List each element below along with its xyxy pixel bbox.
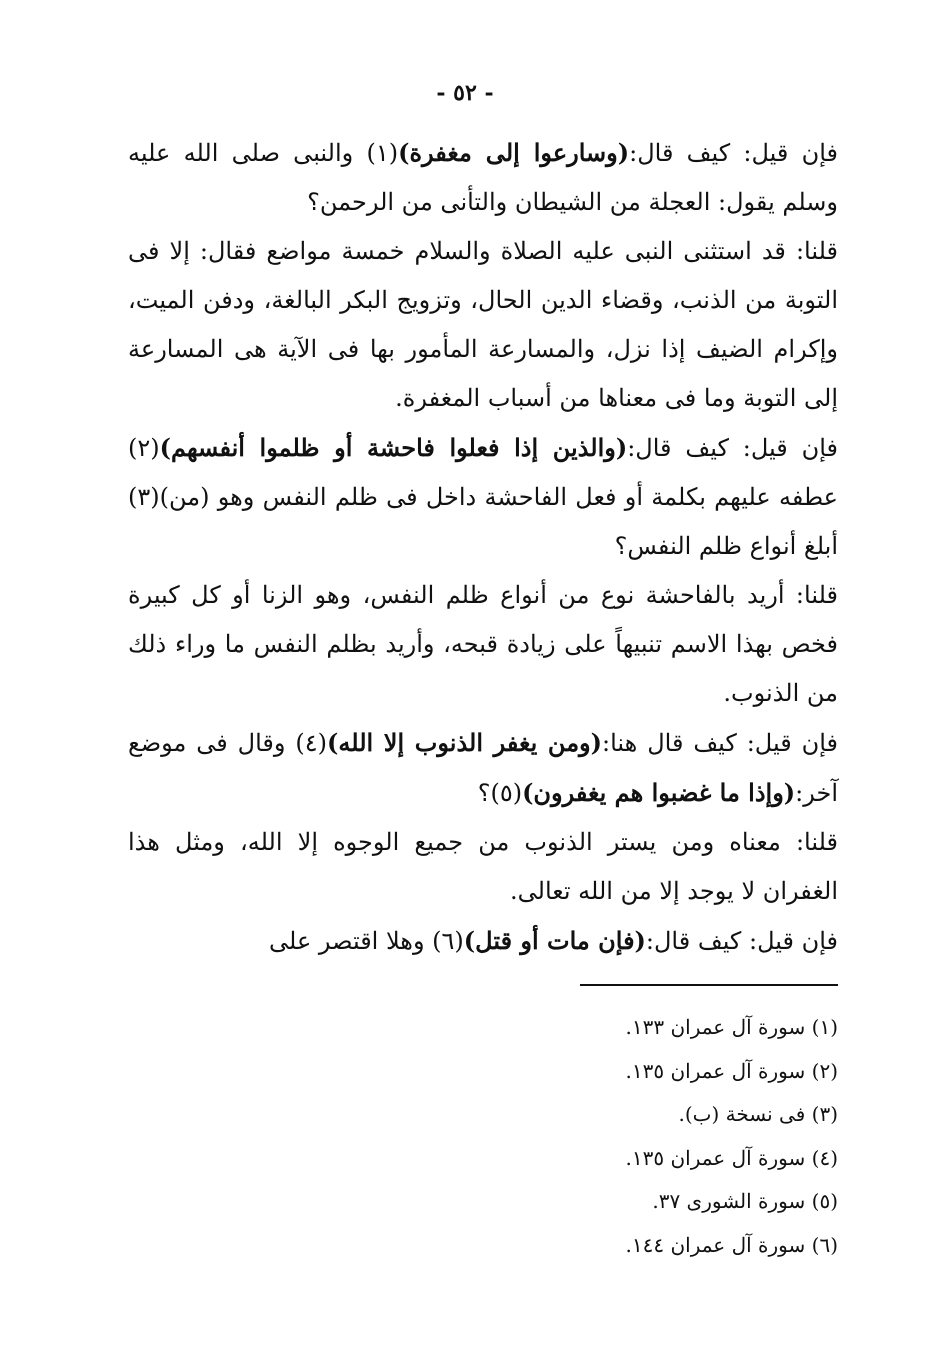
paragraph (128, 818, 838, 916)
paragraph (128, 227, 838, 423)
text-segment: فإن قيل: كيف قال: (627, 434, 839, 462)
footnotes (418, 1006, 838, 1267)
quran-quote: (والذين إذا فعلوا فاحشة أو ظلموا أنفسهم) (159, 433, 628, 462)
paragraph (128, 571, 838, 718)
text-segment: قلنا: معناه ومن يستر الذنوب من جميع الوجوه إلا الله، ومثل هذا الغفران لا يوجد إلا من الله تعالى. (128, 828, 839, 905)
footnote: (٣) فى نسخة (ب). (678, 1102, 838, 1126)
text-segment: (٤) وقال فى موضع آخر: (128, 729, 838, 807)
footnote-separator (580, 984, 838, 986)
footnote: (٥) سورة الشورى ٣٧. (652, 1189, 838, 1213)
footnote: (٢) سورة آل عمران ١٣٥. (625, 1058, 838, 1083)
text-segment: (٢) عطفه عليهم بكلمة أو فعل الفاحشة داخل فى ظلم النفس وهو (من)(٣) أبلغ أنواع ظلم النفس؟ (128, 434, 839, 560)
text-segment: (٥)؟ (477, 779, 523, 807)
paragraph (128, 718, 838, 818)
text-segment: قلنا: قد استثنى النبى عليه الصلاة والسلام خمسة مواضع فقال: إلا فى التوبة من الذنب، وقضاء الدين الحال، وتزويج البكر البالغة، ودفن الميت، وإكرام الضيف إذا نزل، والمسارعة المأمور بها فى الآية هى المسارعة إلى التوبة وما فى معناها من أسباب المغفرة. (128, 237, 838, 412)
quran-quote: (وإذا ما غضبوا هم يغفرون) (522, 778, 796, 807)
body-text (128, 128, 838, 966)
footnote: (٦) سورة آل عمران ١٤٤. (625, 1232, 838, 1257)
text-segment: فإن قيل: كيف قال: (629, 139, 839, 167)
quran-quote: (ومن يغفر الذنوب إلا الله) (327, 728, 602, 757)
paragraph (128, 916, 838, 966)
paragraph (128, 423, 838, 571)
text-segment: (١) والنبى صلى الله عليه وسلم يقول: العجلة من الشيطان والتأنى من الرحمن؟ (128, 139, 838, 216)
quran-quote: (فإن مات أو قتل) (463, 926, 646, 955)
footnote: (١) سورة آل عمران ١٣٣. (625, 1015, 838, 1039)
text-segment: فإن قيل: كيف قال هنا: (602, 729, 839, 757)
text-segment: قلنا: أريد بالفاحشة نوع من أنواع ظلم النفس، وهو الزنا أو كل كبيرة فخص بهذا الاسم تنبيهاً على زيادة قبحه، وأريد بظلم النفس ما وراء ذلك من الذنوب. (128, 581, 838, 707)
text-segment: (٦) وهلا اقتصر على (269, 927, 464, 955)
quran-quote: (وسارعوا إلى مغفرة) (398, 138, 630, 167)
paragraph (128, 128, 838, 227)
footnote: (٤) سورة آل عمران ١٣٥. (625, 1145, 838, 1170)
text-segment: فإن قيل: كيف قال: (645, 927, 838, 955)
page-number: - ٥٢ - (436, 80, 494, 106)
